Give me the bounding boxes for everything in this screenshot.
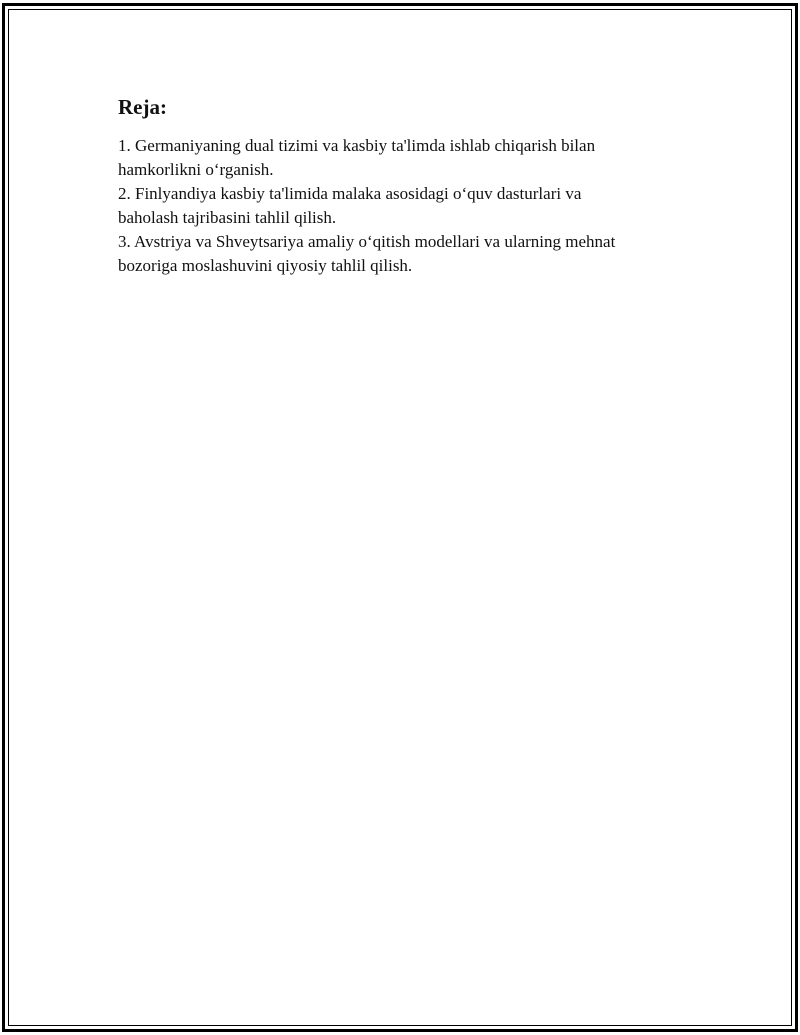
plan-item-2 (118, 182, 678, 230)
plan-list (118, 134, 678, 278)
plan-item-3 (118, 230, 678, 278)
plan-item-1 (118, 134, 678, 182)
document-content (118, 94, 678, 278)
plan-item-2-line-1: 2. Finlyandiya kasbiy ta'limida malaka asosidagi o‘quv dasturlari va (118, 184, 582, 203)
plan-item-2-line-2: baholash tajribasini tahlil qilish. (118, 208, 337, 227)
plan-heading: Reja: (118, 95, 167, 119)
plan-item-1-line-2: hamkorlikni o‘rganish. (118, 160, 274, 179)
plan-item-1-line-1: 1. Germaniyaning dual tizimi va kasbiy ta'limda ishlab chiqarish bilan (118, 136, 596, 155)
plan-item-3-line-2: bozoriga moslashuvini qiyosiy tahlil qilish. (118, 256, 413, 275)
plan-item-3-line-1: 3. Avstriya va Shveytsariya amaliy o‘qitish modellari va ularning mehnat (118, 232, 616, 251)
